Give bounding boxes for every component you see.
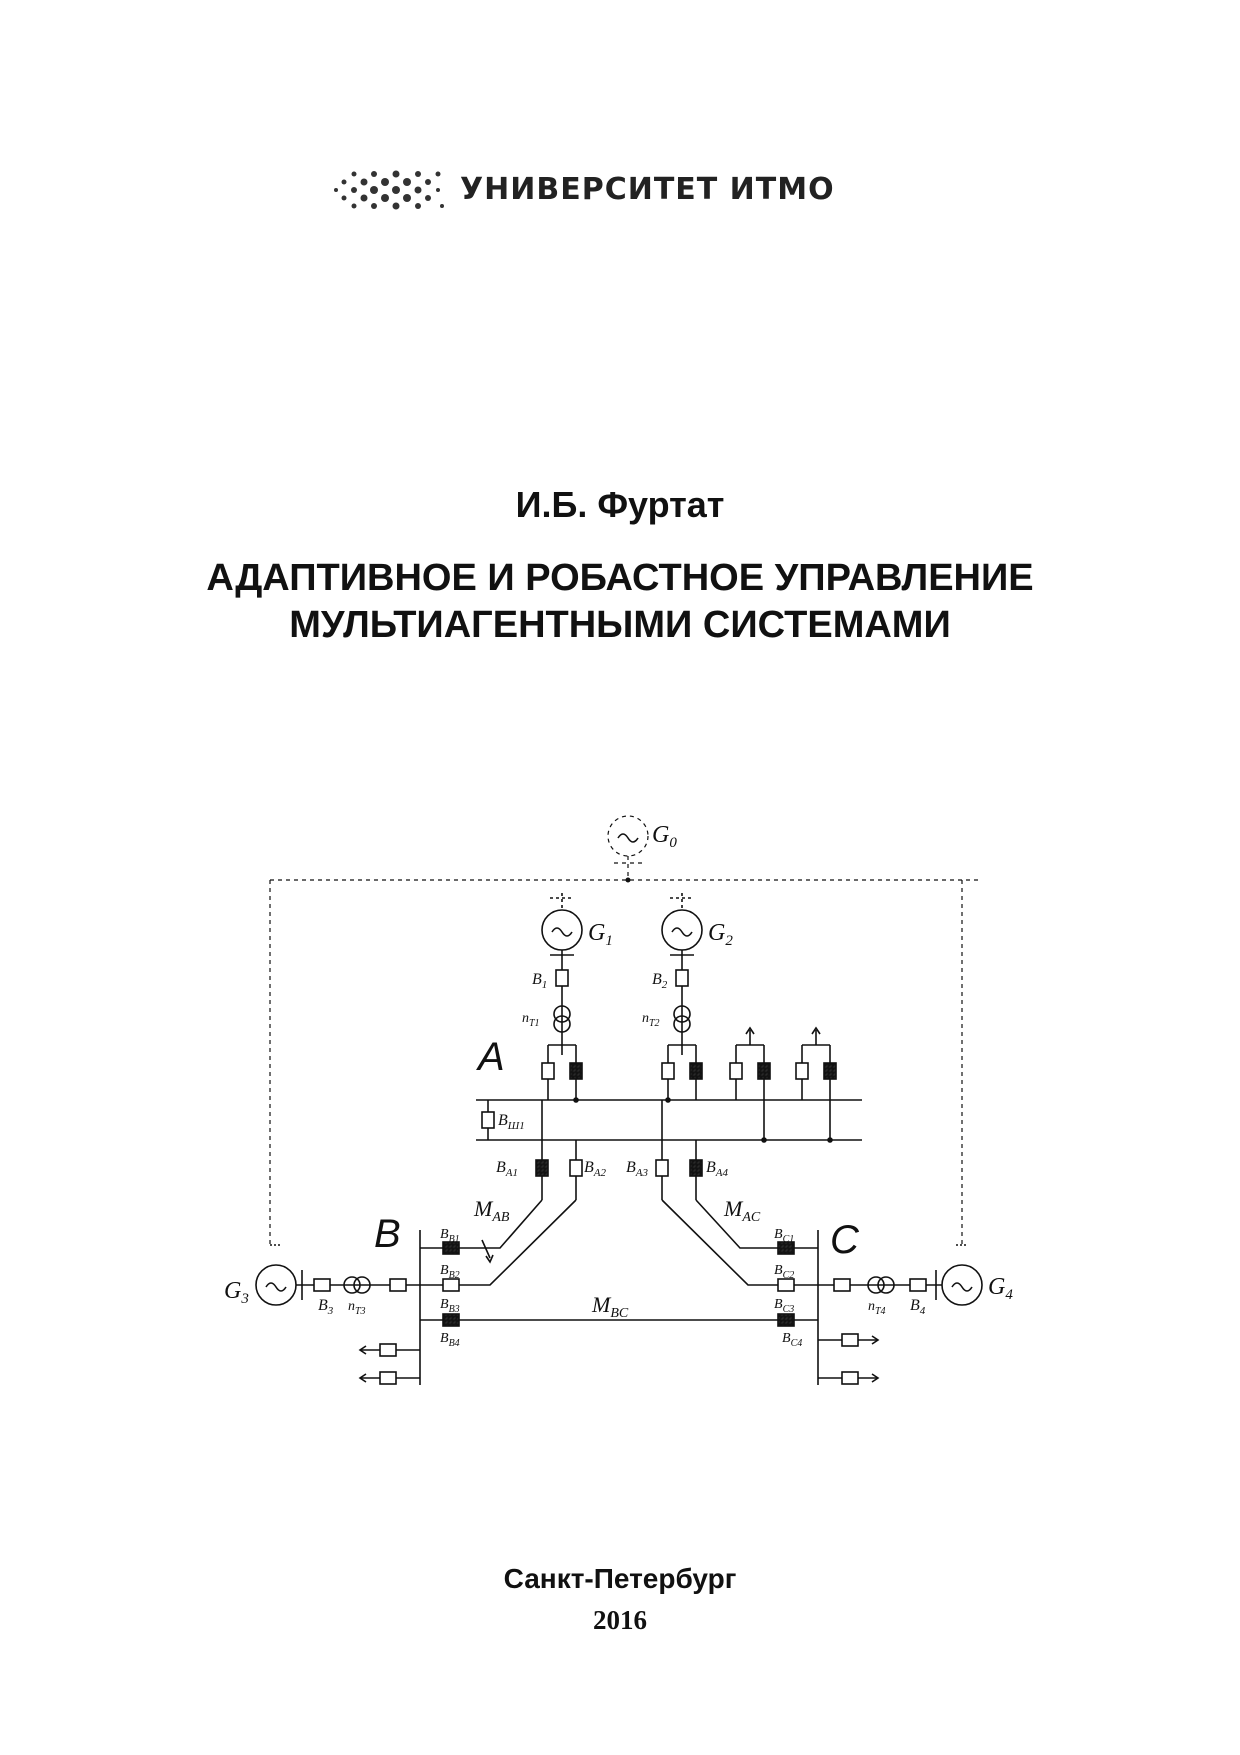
- label-bc3: $B_{C3}$: [774, 1297, 795, 1315]
- label-bsh1: $B_{Ш1}$: [498, 1112, 525, 1132]
- label-nt2: $n_{T2}$: [642, 1011, 660, 1029]
- label-nt4: $n_{T4}$: [868, 1299, 886, 1317]
- label-b4: $B_4$: [910, 1297, 926, 1317]
- author-name: И.Б. Фуртат: [515, 484, 725, 525]
- label-ba4: $B_{A4}$: [706, 1159, 729, 1179]
- node-a-load-feeders: [730, 1028, 836, 1140]
- label-bb1: $B_{B1}$: [440, 1227, 460, 1245]
- label-bb2: $B_{B2}$: [440, 1263, 460, 1281]
- g0-sine-icon: [618, 834, 638, 842]
- label-nt3: $n_{T3}$: [348, 1299, 366, 1317]
- label-nt1: $n_{T1}$: [522, 1011, 540, 1029]
- label-g2: $G_2$: [708, 920, 733, 949]
- book-title-line-1: АДАПТИВНОЕ И РОБАСТНОЕ УПРАВЛЕНИЕ: [206, 557, 1034, 599]
- label-bc1: $B_{C1}$: [774, 1227, 795, 1245]
- label-mbc: $M_{BC}$: [592, 1292, 629, 1321]
- book-title-line-2: МУЛЬТИАГЕНТНЫМИ СИСТЕМАМИ: [289, 604, 951, 646]
- label-b1: $B_1$: [532, 971, 548, 991]
- label-bc4: $B_{C4}$: [782, 1331, 803, 1349]
- label-bb3: $B_{B3}$: [440, 1297, 460, 1315]
- label-mab: $M_{AB}$: [474, 1196, 510, 1225]
- label-mac: $M_{AC}$: [724, 1196, 761, 1225]
- label-bc2: $B_{C2}$: [774, 1263, 795, 1281]
- label-g0: $G_0$: [652, 822, 677, 851]
- publication-city: Санкт-Петербург: [503, 1563, 737, 1594]
- label-bb4: $B_{B4}$: [440, 1331, 460, 1349]
- g2-branch: [662, 893, 702, 1100]
- label-b2: $B_2$: [652, 971, 668, 991]
- label-node-a: A: [478, 1035, 505, 1079]
- label-node-b: B: [374, 1212, 401, 1256]
- label-node-c: C: [830, 1218, 859, 1262]
- g1-branch: [542, 893, 582, 1100]
- label-b3: $B_3$: [318, 1297, 334, 1317]
- label-ba3: $B_{A3}$: [626, 1159, 649, 1179]
- label-ba2: $B_{A2}$: [584, 1159, 607, 1179]
- publication-year: 2016: [593, 1605, 647, 1635]
- label-g1: $G_1$: [588, 920, 613, 949]
- label-g3: $G_3$: [224, 1278, 249, 1307]
- coordination-dashed-frame: [270, 816, 980, 1245]
- institution-name: УНИВЕРСИТЕТ ИТМО: [460, 172, 835, 207]
- label-g4: $G_4$: [988, 1274, 1013, 1303]
- node-a-busbars: [476, 1098, 862, 1142]
- label-ba1: $B_{A1}$: [496, 1159, 519, 1179]
